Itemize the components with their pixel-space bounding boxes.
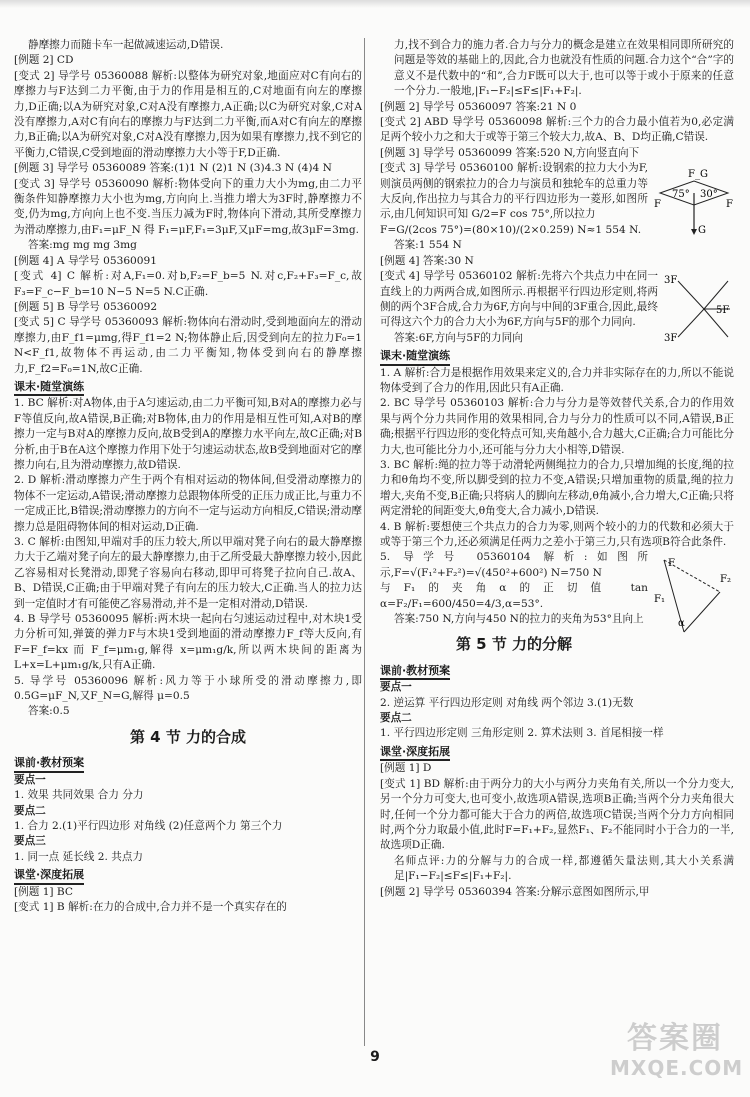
force-label: 3F xyxy=(664,333,678,345)
f-label: F xyxy=(668,558,675,570)
text-paragraph: 与F₁的夹角α的正切值 tan α=F₂/F₁=600/450=4/3,α=53°. xyxy=(380,582,648,610)
text-paragraph: 1. BC 解析:对A物体,由于A匀速运动,由二力平衡可知,B对A的摩擦力必与F等值反向,故A错误,B正确;对B物体,由力的作用是相互性可知,A对B的摩擦力一定与B对A的摩擦力反向,故B受到A的摩擦力水平向左,故C正确;对B分析,由于B在A这个摩擦力作用下处于匀速运动状态,故B受到地面对它的摩擦力向右,且为滑动摩擦力,故D错误. xyxy=(14,397,362,471)
text-paragraph: [变式 4] C 解析:对A,F₁=0.对b,F₂=F_b=5 N.对c,F₂+F₃=F_c,故F₃=F_c−F_b=10 N−5 N=5 N.C正确. xyxy=(14,270,362,298)
text-paragraph: [例题 4] A 导学号 05360091 xyxy=(14,254,158,267)
text-paragraph: [例题 2] CD xyxy=(14,54,74,67)
f2-label: F₂ xyxy=(720,574,731,586)
subsection-heading: 课堂·深度拓展 xyxy=(380,744,450,761)
text-paragraph: 3. C 解析:由图知,甲端对手的压力较大,所以甲端对凳子向右的最大静摩擦力大于乙端对凳子向左的最大静摩擦力,由于乙所受最大静摩擦力较小,因此乙容易相对长凳滑动,即凳子容易向右移动,即甲可将凳子拉向自己.故A、B、D错误,C正确;由于甲端对凳子有向左的压力较大,C正确.当人的拉力达到一定值时才有可能使乙容易滑动,并不是一定相对滑动,D错误. xyxy=(14,536,362,610)
text-paragraph: 答案:6F,方向与5F的力同向 xyxy=(394,331,523,344)
watermark-url: MXQE.COM xyxy=(610,1056,744,1080)
text-paragraph: 答案:0.5 xyxy=(28,705,70,718)
text-paragraph: 2. BC 导学号 05360103 解析:合力与分力是等效替代关系,合力的作用效果与两个分力共同作用的效果相同,合力与分力的性质可以不同,A错误,B正确;根据平行四边形的变化特点可知,夹角越小,合力越大,C正确;合力可能比分力大,也可能比分力小,还可能与分力大小相等,D错误. xyxy=(380,397,734,456)
angle-30-label: 30° xyxy=(700,189,718,201)
text-paragraph: 1. 合力 2.(1)平行四边形 对角线 (2)任意两个力 第三个力 xyxy=(14,819,283,832)
text-paragraph: [例题 2] 导学号 05360097 答案:21 N 0 xyxy=(380,100,577,113)
subsection-heading: 课堂·深度拓展 xyxy=(14,867,84,884)
text-paragraph: [例题 2] 导学号 05360394 答案:分解示意图如图所示,甲 xyxy=(380,885,650,898)
text-paragraph: 静摩擦力而随卡车一起做减速运动,D错误. xyxy=(28,39,224,51)
force-label: 5F xyxy=(716,305,730,317)
text-paragraph: 3. BC 解析:绳的拉力等于动滑轮两侧绳拉力的合力,只增加绳的长度,绳的拉力和θ角均不变,所以脚受到的拉力不变,A错误;只增加重物的质量,绳的拉力增大,夹角不变,B正确;只将病人的脚向左移动,θ角减小,合力增大,C正确;只将两定滑轮的间距变大,θ角变大,合力减小,D错误. xyxy=(380,458,734,518)
watermark-logo xyxy=(610,1021,744,1085)
text-paragraph: 要点二 xyxy=(380,712,412,725)
subsection-heading: 课前·教材预案 xyxy=(14,755,84,772)
text-paragraph: F=G/(2cos 75°)=(80×10)/(2×0.259) N≈1 554 N. xyxy=(380,223,642,236)
text-paragraph: 4. B 导学号 05360095 解析:两木块一起向右匀速运动过程中,对木块1受力分析可知,弹簧的弹力F与木块1受到地面的滑动摩擦力F_f等大反向,有F=F_f=kx 而 F_f=μm₁g,解得 x=μm₁g/k,所以两木块间的距离为 L+x=L+μm₁g/k,只有A正确. xyxy=(14,613,362,672)
text-paragraph: [例题 3] 导学号 05360099 答案:520 N,方向竖直向下 xyxy=(380,146,640,159)
right-column xyxy=(380,38,734,900)
alpha-label: α xyxy=(678,618,685,630)
text-paragraph: [变式 2] 导学号 05360088 解析:以整体为研究对象,地面应对C有向右的摩擦力与F达到二力平衡,由于力的作用是相互的,C对地面有向左的摩擦力,D正确;以A为研究对象,C对A没有摩擦力,A正确;以C为研究对象,C对A没有摩擦力,A对C有向右的摩擦力与F达到二力平衡,而A对C有向左的摩擦力,B正确;以A为研究对象,C对A没有摩擦力,因为如果有摩擦力,找不到它的平衡力,C错误,C受到地面的滑动摩擦力大小等于F,D正确. xyxy=(14,69,362,159)
subsection-heading: 课前·教材预案 xyxy=(380,663,450,680)
text-paragraph: 2. D 解析:滑动摩擦力产生于两个有相对运动的物体间,但受滑动摩擦力的物体不一定运动,A错误;滑动摩擦力总跟物体所受的正压力成正比,与重力不一定成正比,B错误;滑动摩擦力的方向不一定与运动方向相反,C错误;滑动摩擦力总是阻碍物体间的相对运动,D正确. xyxy=(14,474,362,533)
text-paragraph: 答案:750 N,方向与450 N的拉力的夹角为53°且向上 xyxy=(394,613,644,626)
text-paragraph: 要点三 xyxy=(14,835,46,848)
force-triangle-diagram xyxy=(654,552,734,643)
text-paragraph: 1. 效果 共同效果 合力 分力 xyxy=(14,789,144,802)
f-right-label: F xyxy=(726,199,733,211)
f-left-label: F xyxy=(654,199,661,211)
left-column xyxy=(14,38,362,915)
text-paragraph: [例题 4] 答案:30 N xyxy=(380,254,474,267)
text-paragraph: [变式 1] B 解析:在力的合成中,合力并不是一个真实存在的 xyxy=(14,900,287,913)
text-paragraph: [变式 3] 导学号 05360090 解析:物体受向下的重力大小为mg,由二力平衡条件知静摩擦力大小也为mg,方向向上.当推力增大为3F时,静摩擦力不变,仍为mg,方向向上也不变.当压力减为F时,物体向下滑动,其所受摩擦力为滑动摩擦力,由F₁=μF_N 得 F₁=μF,F₁=3μF,又μF=mg,故3μF=3mg. xyxy=(14,177,362,236)
text-paragraph: 5. 导学号 05360104 解析:如图所示,F=√(F₁²+F₂²)=√(450²+600²) N=750 N xyxy=(380,551,648,579)
fg-label: F_G xyxy=(688,169,708,181)
text-paragraph: 要点一 xyxy=(380,681,412,694)
text-paragraph: 答案:mg mg mg 3mg xyxy=(28,239,137,252)
text-paragraph: 要点二 xyxy=(14,804,46,817)
text-paragraph: [例题 1] BC xyxy=(14,885,74,898)
angle-75-label: 75° xyxy=(672,189,690,201)
text-paragraph: 4. B 解析:要想使三个共点力的合力为零,则两个较小的力的代数和必须大于或等于第三个力,还必须满足任两力之差小于第三力,只有选项B符合此条件. xyxy=(380,520,734,548)
text-paragraph: [变式 5] C 导学号 05360093 解析:物体向右滑动时,受到地面向左的滑动摩擦力,由F_f1=μmg,得F_f1=2 N;物体静止后,因受到向左的拉力F₀=1 N<F_f1,故物体不再运动,由二力平衡知,物体受到向右的静摩擦力,F_f2=F₀=1N,故C正确. xyxy=(14,316,362,375)
top-edge-shadow xyxy=(0,0,750,8)
text-paragraph: [变式 4] 导学号 05360102 解析:先将六个共点力中在同一直线上的力两两合成,如图所示.再根据平行四边形定则,将两侧的两个3F合成,合力为6F,方向与中间的3F重合,因此,最终可得这六个力的合力大小为6F,方向与5F的那个力同向. xyxy=(380,270,658,329)
text-paragraph: [例题 1] D xyxy=(380,762,432,775)
text-paragraph: 名师点评:力的分解与力的合成一样,都遵循矢量法则,其大小关系满足|F₁−F₂|≤F≤|F₁+F₂|. xyxy=(394,854,734,883)
rope-force-diagram xyxy=(654,163,734,248)
text-paragraph: 要点一 xyxy=(14,773,46,786)
subsection-heading: 课末·随堂演练 xyxy=(14,379,84,396)
text-paragraph: [变式 3] 导学号 05360100 解析:设钢索的拉力大小为F,则演员两侧的钢索拉力的合力与演员和独轮车的总重力等大反向,作出拉力与其合力的平行四边形为一菱形,如图所示,由几何知识可知 G/2=F cos 75°,所以拉力 xyxy=(380,162,648,221)
f1-label: F₁ xyxy=(654,594,665,606)
text-paragraph: 5. 导学号 05360096 解析:风力等于小球所受的滑动摩擦力,即 0.5G=μF_N,又F_N=G,解得 μ=0.5 xyxy=(14,674,362,703)
text-paragraph: 1. 同一点 延长线 2. 共点力 xyxy=(14,850,144,863)
six-forces-diagram xyxy=(664,271,734,350)
watermark-text: 答案圈 xyxy=(627,1021,723,1056)
text-paragraph: [变式 2] ABD 导学号 05360098 解析:三个力的合力最小值若为0,必定满足两个较小力之和大于或等于第三个较大力,故A、B、D均正确,C错误. xyxy=(380,116,734,144)
text-paragraph: 2. 逆运算 平行四边形定则 对角线 两个邻边 3.(1)无数 xyxy=(380,696,634,709)
text-paragraph: [例题 5] B 导学号 05360092 xyxy=(14,300,158,313)
g-label: G xyxy=(698,225,706,237)
text-paragraph: 1. 平行四边形定则 三角形定则 2. 算术法则 3. 首尾相接一样 xyxy=(380,727,664,740)
section-title: 第 5 节 力的分解 xyxy=(455,635,573,654)
section-title: 第 4 节 力的合成 xyxy=(129,727,247,746)
force-label: 3F xyxy=(664,275,678,287)
text-paragraph: [例题 3] 导学号 05360089 答案:(1)1 N (2)1 N (3)4.3 N (4)4 N xyxy=(14,162,332,175)
text-paragraph: 答案:1 554 N xyxy=(394,239,462,252)
text-paragraph: 力,找不到合力的施力者.合力与分力的概念是建立在效果相同即所研究的问题是等效的基础上的,因此,合力也就没有性质的问题.合力这个“合”字的意义不是代数中的“和”,合力F既可以大于,也可以等于或小于原来的任意一个分力.一般地,|F₁−F₂|≤F≤|F₁+F₂|. xyxy=(394,39,734,98)
page-number: 9 xyxy=(370,1049,380,1065)
text-paragraph: [变式 1] BD 解析:由于两分力的大小与两分力夹角有关,所以一个分力变大,另一个分力可变大,也可变小,故选项A错误,选项B正确;当两个分力夹角很大时,任何一个分力都可能大于合力的两倍,故选项C错误;当两个分力方向相同时,两个分力取最小值,此时F=F₁+F₂,显然F₁、F₂不能同时小于合力的一半,故选项D正确. xyxy=(380,777,734,852)
text-paragraph: 1. A 解析:合力是根据作用效果来定义的,合力并非实际存在的力,所以不能说物体受到了合力的作用,因此只有A正确. xyxy=(380,366,734,394)
column-divider xyxy=(364,38,365,1046)
subsection-heading: 课末·随堂演练 xyxy=(380,348,450,365)
